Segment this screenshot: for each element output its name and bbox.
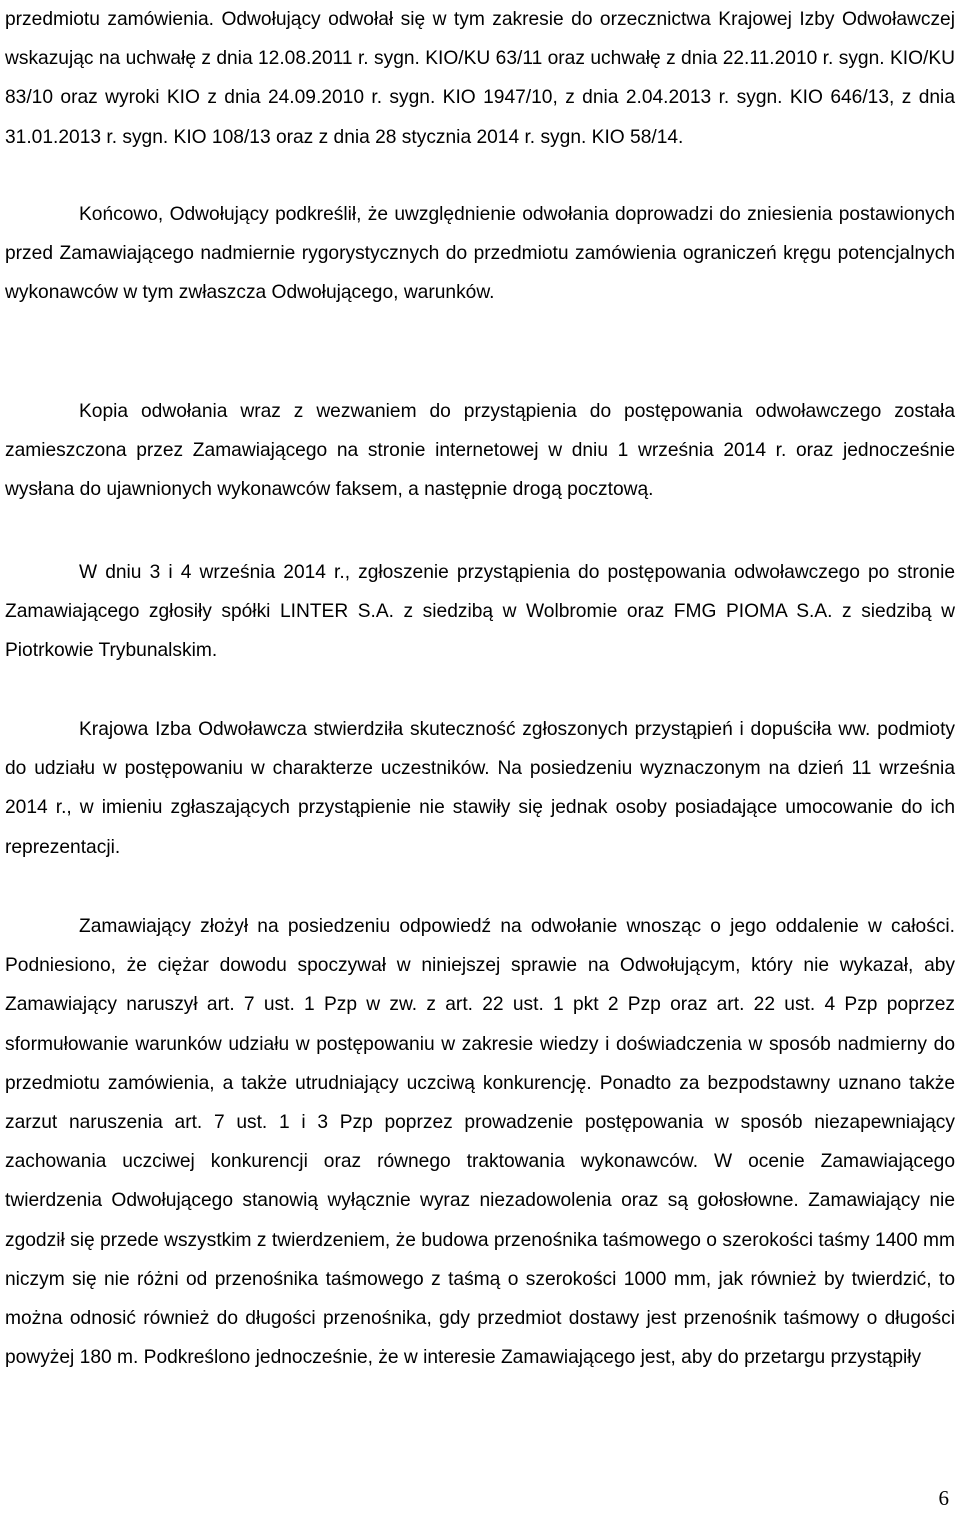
paragraph-conclusion: Końcowo, Odwołujący podkreślił, że uwzględnienie odwołania doprowadzi do zniesienia postawionych przed Zamawiającego nadmiernie rygorystycznych do przedmiotu zamówienia ograniczeń kręgu potencjalnych wykonawców w tym zwłaszcza Odwołującego, warunków. [5, 204, 955, 304]
paragraph-continuation: przedmiotu zamówienia. Odwołujący odwołał się w tym zakresie do orzecznictwa Krajowej Izby Odwoławczej wskazując na uchwałę z dnia 12.08.2011 r. sygn. KIO/KU 63/11 oraz uchwałę z dnia 22.11.2010 r. sygn. KIO/KU 83/10 oraz wyroki KIO z dnia 24.09.2010 r. sygn. KIO 1947/10, z dnia 2.04.2013 r. sygn. KIO 646/13, z dnia 31.01.2013 r. sygn. KIO 108/13 oraz z dnia 28 stycznia 2014 r. sygn. KIO 58/14. [5, 9, 955, 148]
paragraph-appeal-copy: Kopia odwołania wraz z wezwaniem do przystąpienia do postępowania odwoławczego została zamieszczona przez Zamawiającego na stronie internetowej w dniu 1 września 2014 r. oraz jednocześnie wysłana do ujawnionych wykonawców faksem, a następnie drogą pocztową. [5, 401, 955, 501]
paragraph-contracting-authority-response: Zamawiający złożył na posiedzeniu odpowiedź na odwołanie wnosząc o jego oddalenie w całości. Podniesiono, że ciężar dowodu spoczywał w niniejszej sprawie na Odwołującym, który nie wykazał, aby Zamawiający naruszył art. 7 ust. 1 Pzp w zw. z art. 22 ust. 1 pkt 2 Pzp oraz art. 22 ust. 4 Pzp poprzez sformułowanie warunków udziału w postępowaniu w zakresie wiedzy i doświadczenia w sposób nadmierny do przedmiotu zamówienia, a także utrudniający uczciwą konkurencję. Ponadto za bezpodstawny uznano także zarzut naruszenia art. 7 ust. 1 i 3 Pzp poprzez prowadzenie postępowania w sposób niezapewniający zachowania uczciwej konkurencji oraz równego traktowania wykonawców. W ocenie Zamawiającego twierdzenia Odwołującego stanowią wyłącznie wyraz niezadowolenia oraz są gołosłowne. Zamawiający nie zgodził się przede wszystkim z twierdzeniem, że budowa przenośnika taśmowego o szerokości taśmy 1400 mm niczym się nie różni od przenośnika taśmowego z taśmą o szerokości 1000 mm, jak również by twierdzić, to można odnosić również do długości przenośnika, gdy przedmiot dostawy jest przenośnik taśmowy o długości powyżej 180 m. Podkreślono jednocześnie, że w interesie Zamawiającego jest, aby do przetargu przystąpiły [5, 916, 955, 1369]
document-page [5, 0, 955, 1513]
paragraph-accession: W dniu 3 i 4 września 2014 r., zgłoszenie przystąpienia do postępowania odwoławczego po stronie Zamawiającego zgłosiły spółki LINTER S.A. z siedzibą w Wolbromie oraz FMG PIOMA S.A. z siedzibą w Piotrkowie Trybunalskim. [5, 562, 955, 662]
page-number: 6 [938, 1486, 949, 1510]
paragraph-chamber-finding: Krajowa Izba Odwoławcza stwierdziła skuteczność zgłoszonych przystąpień i dopuściła ww. podmioty do udziału w postępowaniu w charakterze uczestników. Na posiedzeniu wyznaczonym na dzień 11 września 2014 r., w imieniu zgłaszających przystąpienie nie stawiły się jednak osoby posiadające umocowanie do ich reprezentacji. [5, 719, 955, 858]
